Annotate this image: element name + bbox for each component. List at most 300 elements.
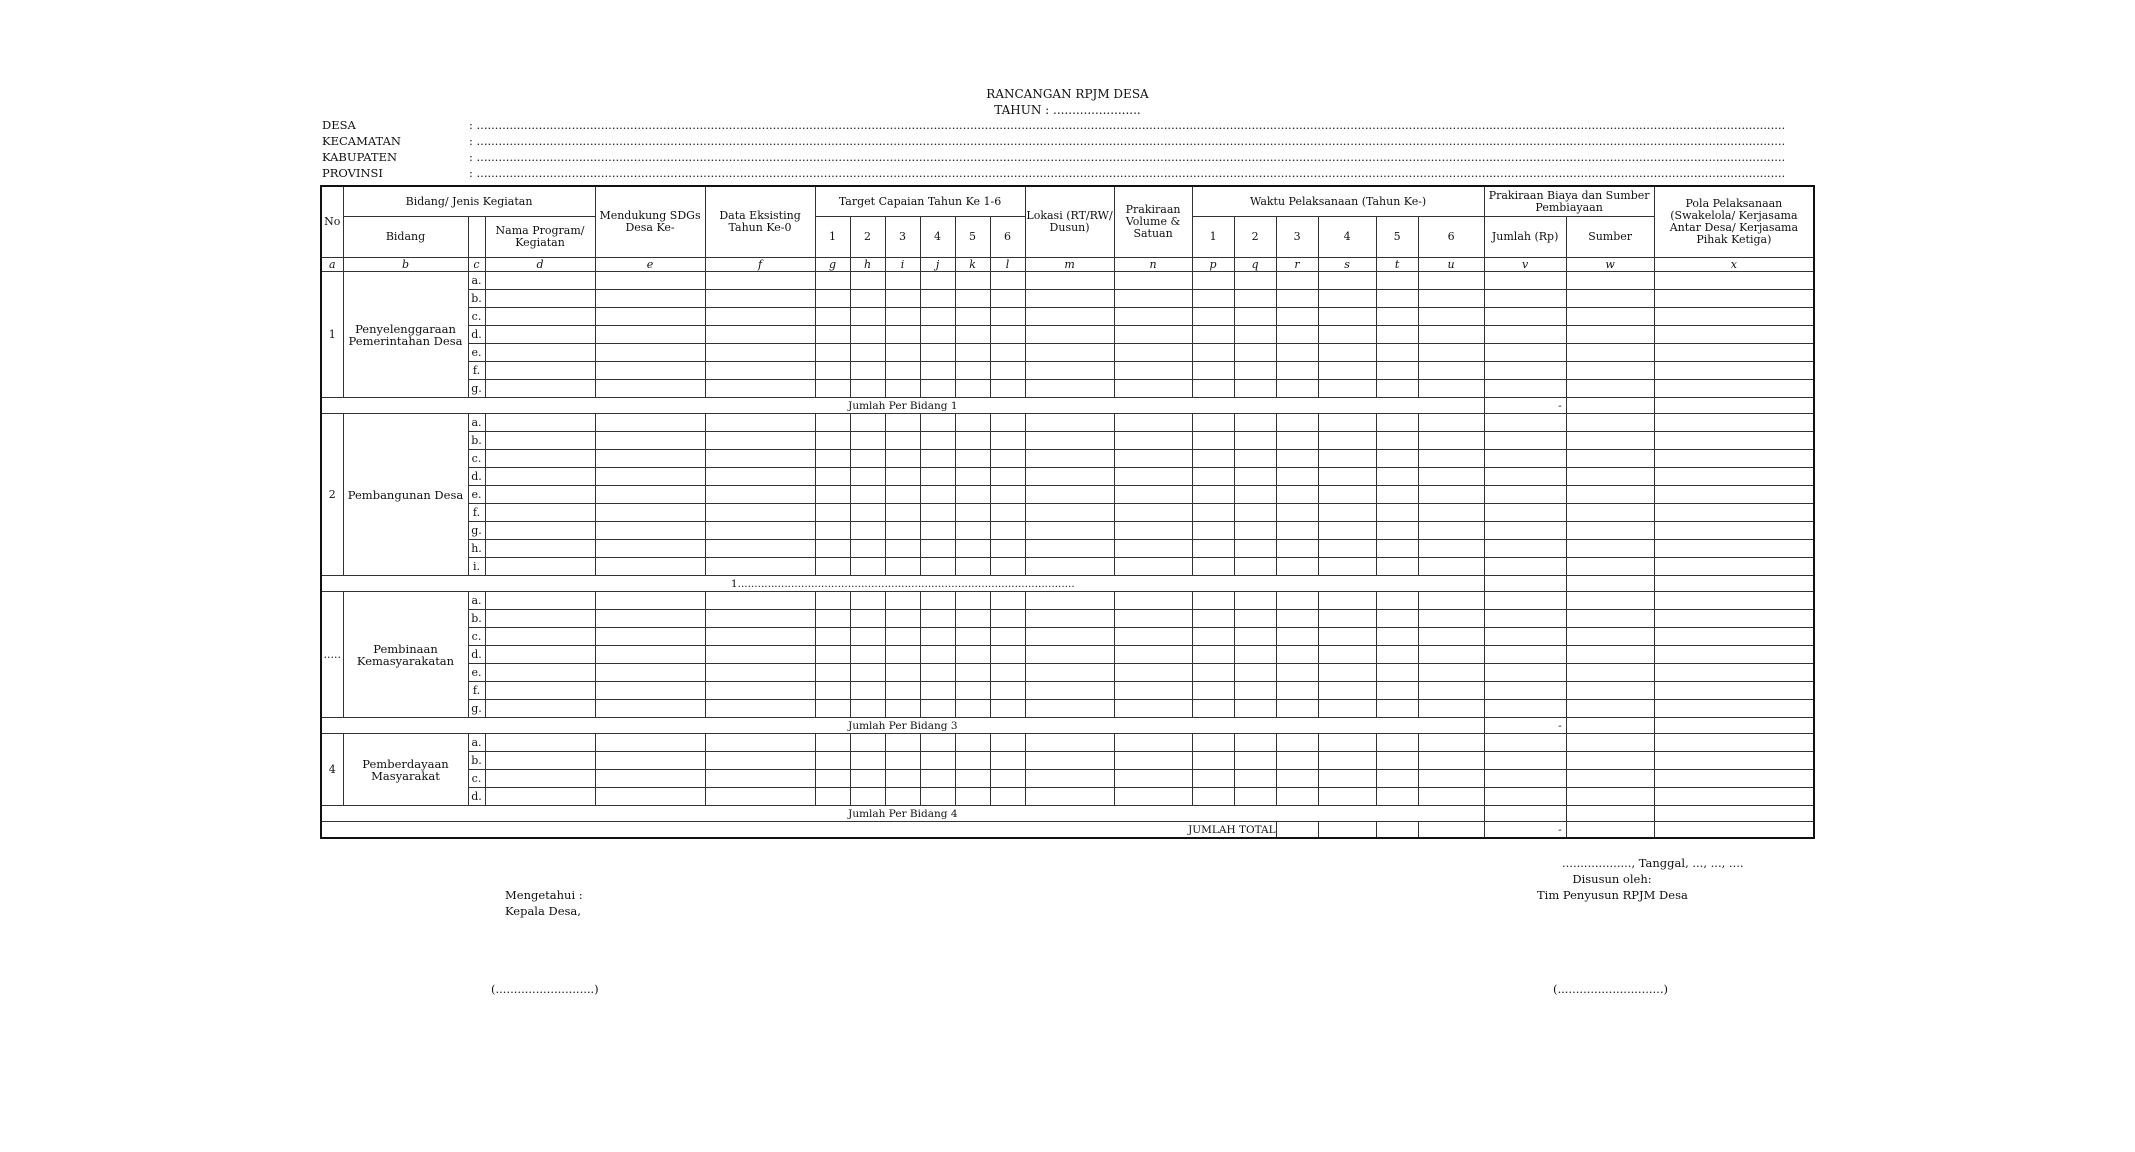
entry-cell[interactable] (1025, 770, 1114, 788)
entry-cell[interactable] (920, 734, 955, 752)
entry-cell[interactable] (815, 682, 850, 700)
entry-cell[interactable] (1376, 290, 1418, 308)
entry-cell[interactable] (1192, 468, 1234, 486)
entry-cell[interactable] (485, 770, 595, 788)
entry-cell[interactable] (705, 362, 815, 380)
entry-cell[interactable] (1192, 592, 1234, 610)
entry-cell[interactable] (990, 414, 1025, 432)
entry-cell[interactable] (595, 380, 705, 398)
entry-cell[interactable] (1484, 700, 1566, 718)
entry-cell[interactable] (705, 326, 815, 344)
entry-cell[interactable] (1318, 700, 1376, 718)
entry-cell[interactable] (885, 558, 920, 576)
entry-cell[interactable] (1192, 414, 1234, 432)
entry-cell[interactable] (850, 540, 885, 558)
entry-cell[interactable] (705, 664, 815, 682)
entry-cell[interactable] (705, 646, 815, 664)
entry-cell[interactable] (920, 450, 955, 468)
entry-cell[interactable] (850, 344, 885, 362)
entry-cell[interactable] (1418, 362, 1484, 380)
entry-cell[interactable] (1234, 326, 1276, 344)
entry-cell[interactable] (1025, 700, 1114, 718)
entry-cell[interactable] (920, 522, 955, 540)
entry-cell[interactable] (1276, 414, 1318, 432)
entry-cell[interactable] (1234, 522, 1276, 540)
entry-cell[interactable] (990, 468, 1025, 486)
entry-cell[interactable] (815, 610, 850, 628)
entry-cell[interactable] (595, 558, 705, 576)
entry-cell[interactable] (1654, 290, 1814, 308)
entry-cell[interactable] (1276, 504, 1318, 522)
entry-cell[interactable] (990, 344, 1025, 362)
entry-cell[interactable] (990, 486, 1025, 504)
entry-cell[interactable] (595, 734, 705, 752)
entry-cell[interactable] (1192, 272, 1234, 290)
entry-cell[interactable] (595, 628, 705, 646)
entry-cell[interactable] (1654, 380, 1814, 398)
entry-cell[interactable] (1025, 682, 1114, 700)
entry-cell[interactable] (705, 752, 815, 770)
entry-cell[interactable] (920, 788, 955, 806)
entry-cell[interactable] (485, 326, 595, 344)
entry-cell[interactable] (1276, 344, 1318, 362)
entry-cell[interactable] (1234, 290, 1276, 308)
entry-cell[interactable] (1654, 822, 1814, 839)
entry-cell[interactable] (1276, 700, 1318, 718)
entry-cell[interactable] (1276, 272, 1318, 290)
entry-cell[interactable] (1114, 610, 1192, 628)
entry-cell[interactable] (1418, 486, 1484, 504)
entry-cell[interactable] (485, 450, 595, 468)
entry-cell[interactable] (1376, 664, 1418, 682)
entry-cell[interactable] (1484, 308, 1566, 326)
entry-cell[interactable] (1484, 522, 1566, 540)
entry-cell[interactable] (850, 734, 885, 752)
entry-cell[interactable] (1318, 308, 1376, 326)
entry-cell[interactable] (1418, 308, 1484, 326)
entry-cell[interactable] (885, 540, 920, 558)
entry-cell[interactable] (1418, 468, 1484, 486)
entry-cell[interactable] (1566, 486, 1654, 504)
entry-cell[interactable] (990, 734, 1025, 752)
entry-cell[interactable] (1484, 272, 1566, 290)
entry-cell[interactable] (705, 700, 815, 718)
entry-cell[interactable] (485, 610, 595, 628)
entry-cell[interactable] (1376, 344, 1418, 362)
entry-cell[interactable] (815, 734, 850, 752)
entry-cell[interactable] (955, 610, 990, 628)
entry-cell[interactable] (595, 682, 705, 700)
entry-cell[interactable] (990, 308, 1025, 326)
entry-cell[interactable] (1276, 522, 1318, 540)
entry-cell[interactable] (850, 664, 885, 682)
entry-cell[interactable] (1114, 558, 1192, 576)
entry-cell[interactable] (850, 414, 885, 432)
entry-cell[interactable] (1484, 610, 1566, 628)
entry-cell[interactable] (1114, 788, 1192, 806)
entry-cell[interactable] (815, 272, 850, 290)
entry-cell[interactable] (815, 558, 850, 576)
entry-cell[interactable] (920, 682, 955, 700)
entry-cell[interactable] (485, 432, 595, 450)
entry-cell[interactable] (485, 752, 595, 770)
entry-cell[interactable] (815, 522, 850, 540)
entry-cell[interactable] (1318, 592, 1376, 610)
entry-cell[interactable] (1234, 646, 1276, 664)
entry-cell[interactable] (1566, 592, 1654, 610)
entry-cell[interactable] (955, 734, 990, 752)
entry-cell[interactable] (850, 628, 885, 646)
entry-cell[interactable] (885, 468, 920, 486)
entry-cell[interactable] (1566, 522, 1654, 540)
entry-cell[interactable] (485, 628, 595, 646)
entry-cell[interactable] (1114, 752, 1192, 770)
entry-cell[interactable] (485, 558, 595, 576)
entry-cell[interactable] (1376, 700, 1418, 718)
entry-cell[interactable] (1418, 592, 1484, 610)
section-sum-value[interactable]: - (1484, 718, 1566, 734)
entry-cell[interactable] (815, 326, 850, 344)
entry-cell[interactable] (990, 432, 1025, 450)
entry-cell[interactable] (1234, 682, 1276, 700)
entry-cell[interactable] (1276, 734, 1318, 752)
entry-cell[interactable] (1418, 504, 1484, 522)
entry-cell[interactable] (850, 326, 885, 344)
entry-cell[interactable] (1192, 290, 1234, 308)
entry-cell[interactable] (990, 700, 1025, 718)
entry-cell[interactable] (1114, 450, 1192, 468)
identity-value[interactable]: : ...................................................................................................................................................................................................................................................................................................................................................................... (469, 134, 1786, 148)
entry-cell[interactable] (1192, 700, 1234, 718)
entry-cell[interactable] (1318, 468, 1376, 486)
entry-cell[interactable] (955, 486, 990, 504)
entry-cell[interactable] (1654, 326, 1814, 344)
entry-cell[interactable] (1376, 272, 1418, 290)
entry-cell[interactable] (1192, 682, 1234, 700)
entry-cell[interactable] (1025, 290, 1114, 308)
entry-cell[interactable] (1114, 734, 1192, 752)
entry-cell[interactable] (1025, 646, 1114, 664)
entry-cell[interactable] (1114, 486, 1192, 504)
entry-cell[interactable] (1484, 628, 1566, 646)
entry-cell[interactable] (1484, 414, 1566, 432)
entry-cell[interactable] (1376, 522, 1418, 540)
entry-cell[interactable] (1566, 540, 1654, 558)
entry-cell[interactable] (1376, 504, 1418, 522)
entry-cell[interactable] (1276, 290, 1318, 308)
entry-cell[interactable] (920, 486, 955, 504)
entry-cell[interactable] (1276, 682, 1318, 700)
entry-cell[interactable] (1276, 646, 1318, 664)
entry-cell[interactable] (1025, 486, 1114, 504)
entry-cell[interactable] (990, 326, 1025, 344)
entry-cell[interactable] (955, 326, 990, 344)
entry-cell[interactable] (1114, 308, 1192, 326)
entry-cell[interactable] (1484, 770, 1566, 788)
entry-cell[interactable] (1192, 450, 1234, 468)
entry-cell[interactable] (850, 290, 885, 308)
entry-cell[interactable] (815, 414, 850, 432)
entry-cell[interactable] (920, 610, 955, 628)
entry-cell[interactable] (485, 504, 595, 522)
entry-cell[interactable] (1654, 558, 1814, 576)
entry-cell[interactable] (990, 646, 1025, 664)
entry-cell[interactable] (1276, 450, 1318, 468)
entry-cell[interactable] (1318, 682, 1376, 700)
entry-cell[interactable] (990, 752, 1025, 770)
entry-cell[interactable] (815, 486, 850, 504)
entry-cell[interactable] (1566, 558, 1654, 576)
entry-cell[interactable] (705, 734, 815, 752)
entry-cell[interactable] (990, 540, 1025, 558)
entry-cell[interactable] (705, 788, 815, 806)
entry-cell[interactable] (705, 770, 815, 788)
entry-cell[interactable] (1566, 380, 1654, 398)
entry-cell[interactable] (885, 486, 920, 504)
entry-cell[interactable] (1234, 486, 1276, 504)
entry-cell[interactable] (1376, 734, 1418, 752)
entry-cell[interactable] (815, 468, 850, 486)
entry-cell[interactable] (1654, 432, 1814, 450)
entry-cell[interactable] (705, 414, 815, 432)
entry-cell[interactable] (955, 700, 990, 718)
entry-cell[interactable] (1234, 752, 1276, 770)
entry-cell[interactable] (595, 522, 705, 540)
entry-cell[interactable] (1025, 344, 1114, 362)
entry-cell[interactable] (955, 272, 990, 290)
entry-cell[interactable] (595, 486, 705, 504)
entry-cell[interactable] (1654, 664, 1814, 682)
entry-cell[interactable] (850, 610, 885, 628)
entry-cell[interactable] (1276, 752, 1318, 770)
entry-cell[interactable] (595, 664, 705, 682)
entry-cell[interactable] (1318, 770, 1376, 788)
entry-cell[interactable] (990, 558, 1025, 576)
entry-cell[interactable] (1654, 468, 1814, 486)
entry-cell[interactable] (955, 450, 990, 468)
entry-cell[interactable] (1484, 592, 1566, 610)
entry-cell[interactable] (1484, 682, 1566, 700)
entry-cell[interactable] (1376, 308, 1418, 326)
entry-cell[interactable] (990, 628, 1025, 646)
entry-cell[interactable] (485, 290, 595, 308)
entry-cell[interactable] (595, 272, 705, 290)
entry-cell[interactable] (920, 326, 955, 344)
entry-cell[interactable] (885, 646, 920, 664)
entry-cell[interactable] (990, 450, 1025, 468)
entry-cell[interactable] (885, 700, 920, 718)
entry-cell[interactable] (1566, 272, 1654, 290)
entry-cell[interactable] (1276, 788, 1318, 806)
identity-value[interactable]: : ...................................................................................................................................................................................................................................................................................................................................................................... (469, 118, 1786, 132)
entry-cell[interactable] (1566, 700, 1654, 718)
entry-cell[interactable] (1234, 468, 1276, 486)
entry-cell[interactable] (1566, 504, 1654, 522)
entry-cell[interactable] (1025, 504, 1114, 522)
entry-cell[interactable] (1654, 344, 1814, 362)
entry-cell[interactable] (920, 504, 955, 522)
entry-cell[interactable] (595, 432, 705, 450)
entry-cell[interactable] (485, 380, 595, 398)
entry-cell[interactable] (1234, 540, 1276, 558)
entry-cell[interactable] (1566, 344, 1654, 362)
entry-cell[interactable] (920, 432, 955, 450)
entry-cell[interactable] (815, 540, 850, 558)
entry-cell[interactable] (1566, 398, 1654, 414)
entry-cell[interactable] (1234, 272, 1276, 290)
entry-cell[interactable] (955, 540, 990, 558)
entry-cell[interactable] (705, 628, 815, 646)
entry-cell[interactable] (1234, 362, 1276, 380)
entry-cell[interactable] (1566, 718, 1654, 734)
entry-cell[interactable] (885, 752, 920, 770)
entry-cell[interactable] (1114, 682, 1192, 700)
entry-cell[interactable] (1234, 610, 1276, 628)
entry-cell[interactable] (920, 646, 955, 664)
entry-cell[interactable] (1654, 450, 1814, 468)
entry-cell[interactable] (595, 290, 705, 308)
entry-cell[interactable] (595, 770, 705, 788)
entry-cell[interactable] (1234, 734, 1276, 752)
entry-cell[interactable] (1484, 326, 1566, 344)
entry-cell[interactable] (885, 308, 920, 326)
entry-cell[interactable] (1192, 522, 1234, 540)
entry-cell[interactable] (595, 788, 705, 806)
entry-cell[interactable] (1376, 770, 1418, 788)
entry-cell[interactable] (955, 752, 990, 770)
entry-cell[interactable] (955, 380, 990, 398)
entry-cell[interactable] (1192, 664, 1234, 682)
entry-cell[interactable] (850, 522, 885, 540)
entry-cell[interactable] (1234, 770, 1276, 788)
entry-cell[interactable] (485, 468, 595, 486)
entry-cell[interactable] (595, 610, 705, 628)
entry-cell[interactable] (920, 664, 955, 682)
entry-cell[interactable] (485, 362, 595, 380)
entry-cell[interactable] (815, 770, 850, 788)
entry-cell[interactable] (1318, 788, 1376, 806)
entry-cell[interactable] (1114, 468, 1192, 486)
entry-cell[interactable] (705, 308, 815, 326)
entry-cell[interactable] (1318, 362, 1376, 380)
entry-cell[interactable] (1276, 628, 1318, 646)
entry-cell[interactable] (485, 540, 595, 558)
entry-cell[interactable] (1418, 290, 1484, 308)
entry-cell[interactable] (1192, 504, 1234, 522)
entry-cell[interactable] (1025, 522, 1114, 540)
entry-cell[interactable] (705, 468, 815, 486)
entry-cell[interactable] (850, 468, 885, 486)
entry-cell[interactable] (1484, 734, 1566, 752)
entry-cell[interactable] (1418, 432, 1484, 450)
entry-cell[interactable] (920, 700, 955, 718)
entry-cell[interactable] (1376, 450, 1418, 468)
entry-cell[interactable] (485, 700, 595, 718)
entry-cell[interactable] (955, 558, 990, 576)
entry-cell[interactable] (1114, 290, 1192, 308)
entry-cell[interactable] (1114, 362, 1192, 380)
entry-cell[interactable] (1566, 610, 1654, 628)
entry-cell[interactable] (1566, 734, 1654, 752)
entry-cell[interactable] (1654, 362, 1814, 380)
entry-cell[interactable] (595, 308, 705, 326)
entry-cell[interactable] (1192, 770, 1234, 788)
entry-cell[interactable] (990, 610, 1025, 628)
entry-cell[interactable] (1376, 486, 1418, 504)
entry-cell[interactable] (1114, 592, 1192, 610)
identity-value[interactable]: : ...................................................................................................................................................................................................................................................................................................................................................................... (469, 166, 1786, 180)
entry-cell[interactable] (1114, 272, 1192, 290)
section-sum-value[interactable]: - (1484, 398, 1566, 414)
entry-cell[interactable] (1566, 806, 1654, 822)
entry-cell[interactable] (1566, 646, 1654, 664)
entry-cell[interactable] (1376, 468, 1418, 486)
entry-cell[interactable] (1234, 344, 1276, 362)
entry-cell[interactable] (1276, 822, 1318, 839)
entry-cell[interactable] (705, 344, 815, 362)
entry-cell[interactable] (1025, 450, 1114, 468)
entry-cell[interactable] (1484, 558, 1566, 576)
entry-cell[interactable] (990, 504, 1025, 522)
entry-cell[interactable] (1192, 486, 1234, 504)
entry-cell[interactable] (815, 628, 850, 646)
entry-cell[interactable] (1654, 486, 1814, 504)
entry-cell[interactable] (955, 788, 990, 806)
entry-cell[interactable] (1418, 734, 1484, 752)
entry-cell[interactable] (1025, 362, 1114, 380)
entry-cell[interactable] (920, 592, 955, 610)
entry-cell[interactable] (1192, 432, 1234, 450)
entry-cell[interactable] (815, 592, 850, 610)
entry-cell[interactable] (485, 486, 595, 504)
entry-cell[interactable] (1566, 326, 1654, 344)
entry-cell[interactable] (1654, 718, 1814, 734)
entry-cell[interactable] (1025, 664, 1114, 682)
entry-cell[interactable] (1114, 700, 1192, 718)
entry-cell[interactable] (1566, 788, 1654, 806)
entry-cell[interactable] (885, 432, 920, 450)
entry-cell[interactable] (850, 272, 885, 290)
entry-cell[interactable] (1566, 576, 1654, 592)
entry-cell[interactable] (850, 770, 885, 788)
entry-cell[interactable] (595, 504, 705, 522)
entry-cell[interactable] (1418, 414, 1484, 432)
entry-cell[interactable] (1566, 628, 1654, 646)
entry-cell[interactable] (705, 504, 815, 522)
entry-cell[interactable] (705, 682, 815, 700)
entry-cell[interactable] (955, 504, 990, 522)
entry-cell[interactable] (1376, 646, 1418, 664)
entry-cell[interactable] (955, 628, 990, 646)
section-sum-value[interactable] (1484, 576, 1566, 592)
entry-cell[interactable] (485, 272, 595, 290)
entry-cell[interactable] (1114, 326, 1192, 344)
entry-cell[interactable] (1276, 770, 1318, 788)
entry-cell[interactable] (1114, 646, 1192, 664)
entry-cell[interactable] (1025, 326, 1114, 344)
entry-cell[interactable] (850, 432, 885, 450)
entry-cell[interactable] (1484, 450, 1566, 468)
entry-cell[interactable] (1376, 380, 1418, 398)
entry-cell[interactable] (1376, 414, 1418, 432)
entry-cell[interactable] (955, 592, 990, 610)
entry-cell[interactable] (1654, 308, 1814, 326)
entry-cell[interactable] (1654, 788, 1814, 806)
entry-cell[interactable] (1418, 700, 1484, 718)
entry-cell[interactable] (1376, 592, 1418, 610)
entry-cell[interactable] (955, 414, 990, 432)
entry-cell[interactable] (595, 646, 705, 664)
